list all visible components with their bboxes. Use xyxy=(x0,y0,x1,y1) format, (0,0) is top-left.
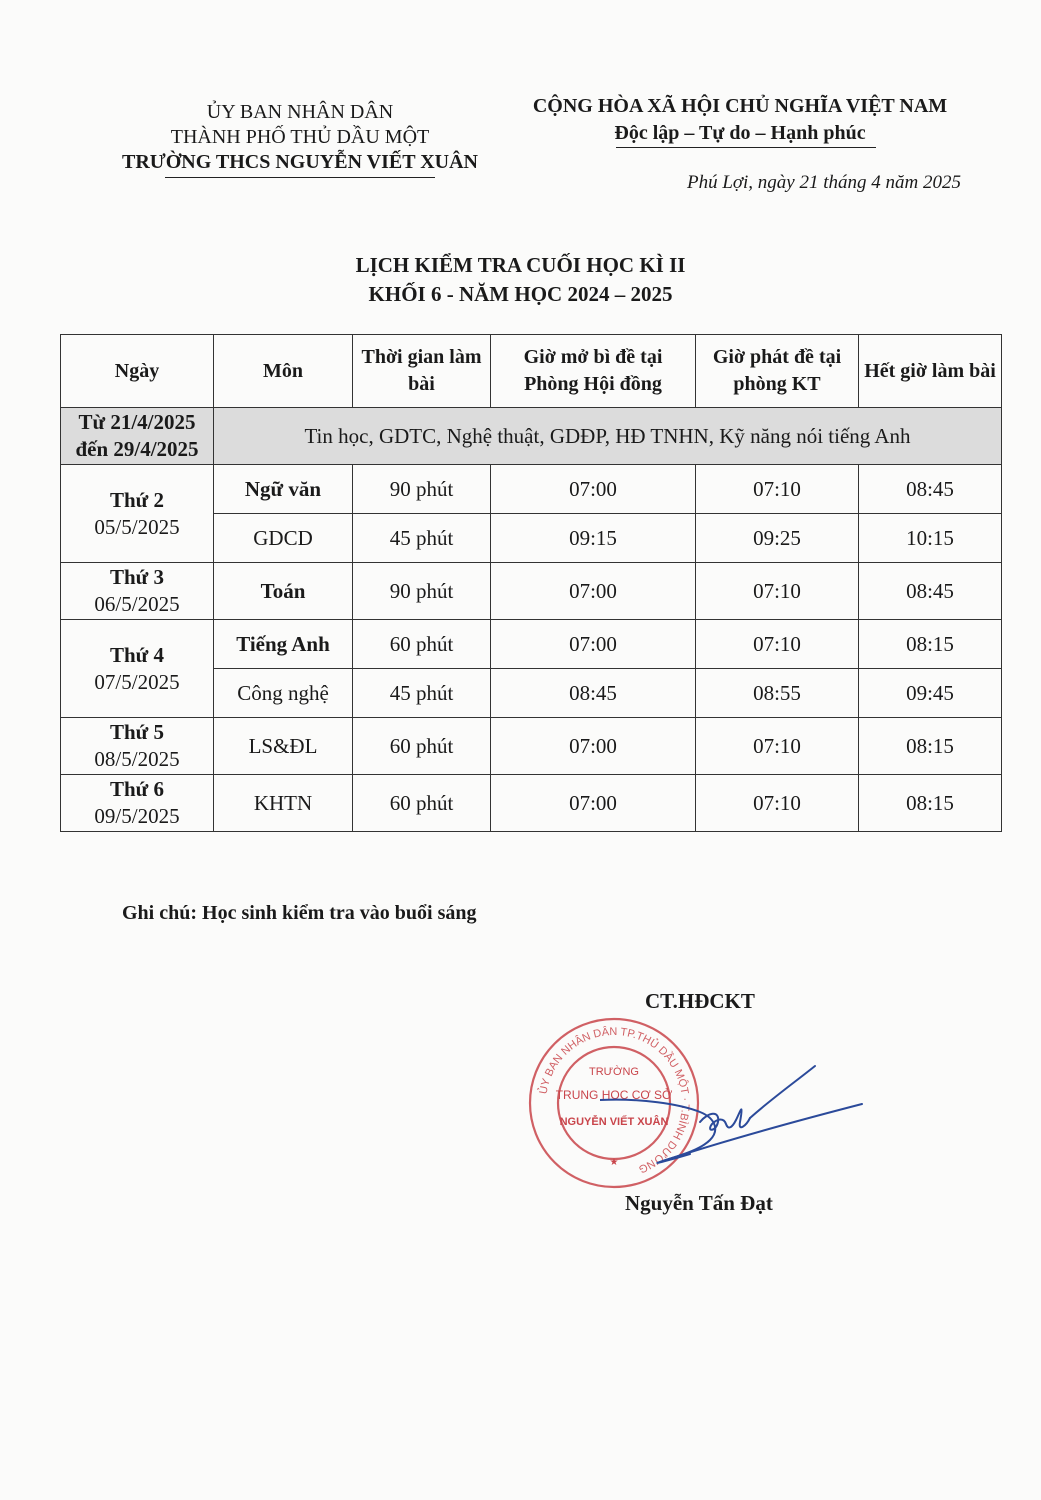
period-date: Từ 21/4/2025 đến 29/4/2025 xyxy=(61,408,214,465)
col-header-distribute-time: Giờ phát đề tại phòng KT xyxy=(696,335,859,408)
day-name: Thứ 2 xyxy=(109,487,165,512)
document-title xyxy=(0,251,1041,309)
end-time: 08:45 xyxy=(859,465,1002,514)
subject: Tiếng Anh xyxy=(214,620,353,669)
end-time: 08:15 xyxy=(859,718,1002,775)
end-time: 08:45 xyxy=(859,563,1002,620)
day-date: 09/5/2025 xyxy=(94,804,180,828)
distribute-time: 07:10 xyxy=(696,620,859,669)
open-time: 07:00 xyxy=(491,563,696,620)
stamp-star: ★ xyxy=(609,1157,619,1168)
col-header-duration: Thời gian làm bài xyxy=(353,335,491,408)
stamp-inner-line-3: NGUYỄN VIẾT XUÂN xyxy=(559,1116,669,1128)
end-time: 09:45 xyxy=(859,669,1002,718)
day-cell xyxy=(61,563,214,620)
duration: 90 phút xyxy=(353,563,491,620)
subject: Ngữ văn xyxy=(214,465,353,514)
authority-line-1: ỦY BAN NHÂN DÂN xyxy=(206,101,394,123)
motto-line: Độc lập – Tự do – Hạnh phúc xyxy=(614,122,866,144)
duration: 60 phút xyxy=(353,718,491,775)
day-name: Thứ 4 xyxy=(109,642,165,667)
col-header-subject: Môn xyxy=(214,335,353,408)
distribute-time: 08:55 xyxy=(696,669,859,718)
subject: KHTN xyxy=(214,775,353,832)
table-row xyxy=(61,620,1002,669)
day-cell xyxy=(61,620,214,718)
duration: 60 phút xyxy=(353,775,491,832)
title-line-1: LỊCH KIỂM TRA CUỐI HỌC KÌ II xyxy=(355,253,686,277)
duration: 60 phút xyxy=(353,620,491,669)
col-header-end-time: Hết giờ làm bài xyxy=(859,335,1002,408)
country-name: CỘNG HÒA XÃ HỘI CHỦ NGHĨA VIỆT NAM xyxy=(532,95,948,117)
subject: Công nghệ xyxy=(214,669,353,718)
subject: LS&ĐL xyxy=(214,718,353,775)
col-header-date: Ngày xyxy=(61,335,214,408)
period-subjects: Tin học, GDTC, Nghệ thuật, GDĐP, HĐ TNHN, Kỹ năng nói tiếng Anh xyxy=(214,408,1002,465)
end-time: 10:15 xyxy=(859,514,1002,563)
day-date: 07/5/2025 xyxy=(94,669,180,694)
header-left-underline xyxy=(165,177,435,178)
table-row xyxy=(61,465,1002,514)
end-time: 08:15 xyxy=(859,620,1002,669)
school-name: TRƯỜNG THCS NGUYỄN VIẾT XUÂN xyxy=(122,151,478,173)
stamp-ring-text: ỦY BAN NHÂN DÂN TP.THỦ DẦU MỘT · T.BÌNH DƯƠNG xyxy=(537,1025,692,1176)
signer-name: Nguyễn Tấn Đạt xyxy=(625,1191,773,1215)
handwritten-signature xyxy=(600,1060,870,1180)
table-row xyxy=(61,408,1002,465)
open-time: 08:45 xyxy=(491,669,696,718)
note: Ghi chú: Học sinh kiểm tra vào buổi sáng xyxy=(122,902,477,924)
distribute-time: 09:25 xyxy=(696,514,859,563)
day-date: 08/5/2025 xyxy=(94,747,180,771)
national-motto xyxy=(505,93,975,148)
open-time: 07:00 xyxy=(491,620,696,669)
subject: Toán xyxy=(214,563,353,620)
place-date: Phú Lợi, ngày 21 tháng 4 năm 2025 xyxy=(686,172,961,193)
exam-schedule-table xyxy=(60,334,1002,832)
day-cell xyxy=(61,465,214,563)
open-time: 07:00 xyxy=(491,718,696,775)
day-date: 05/5/2025 xyxy=(94,514,180,539)
open-time: 07:00 xyxy=(491,465,696,514)
day-name: Thứ 6 xyxy=(109,777,165,801)
duration: 45 phút xyxy=(353,669,491,718)
table-row xyxy=(61,718,1002,775)
table-row xyxy=(61,563,1002,620)
open-time: 09:15 xyxy=(491,514,696,563)
stamp-inner-line-1: TRƯỜNG xyxy=(589,1066,639,1078)
header-right-underline xyxy=(616,147,876,148)
authority-line-2: THÀNH PHỐ THỦ DẦU MỘT xyxy=(170,126,430,148)
col-header-open-time: Giờ mở bì đề tại Phòng Hội đồng xyxy=(491,335,696,408)
day-cell xyxy=(61,718,214,775)
end-time: 08:15 xyxy=(859,775,1002,832)
table-row xyxy=(61,775,1002,832)
title-line-2: KHỐI 6 - NĂM HỌC 2024 – 2025 xyxy=(368,282,673,306)
day-cell xyxy=(61,775,214,832)
distribute-time: 07:10 xyxy=(696,718,859,775)
distribute-time: 07:10 xyxy=(696,775,859,832)
open-time: 07:00 xyxy=(491,775,696,832)
distribute-time: 07:10 xyxy=(696,563,859,620)
table-header-row xyxy=(61,335,1002,408)
distribute-time: 07:10 xyxy=(696,465,859,514)
signature-title: CT.HĐCKT xyxy=(645,989,755,1013)
duration: 45 phút xyxy=(353,514,491,563)
day-name: Thứ 5 xyxy=(109,720,165,744)
day-date: 06/5/2025 xyxy=(94,592,180,616)
stamp-inner-line-2: TRUNG HỌC CƠ SỞ xyxy=(555,1088,673,1102)
issuing-authority xyxy=(100,100,500,178)
subject: GDCD xyxy=(214,514,353,563)
duration: 90 phút xyxy=(353,465,491,514)
day-name: Thứ 3 xyxy=(109,565,165,589)
